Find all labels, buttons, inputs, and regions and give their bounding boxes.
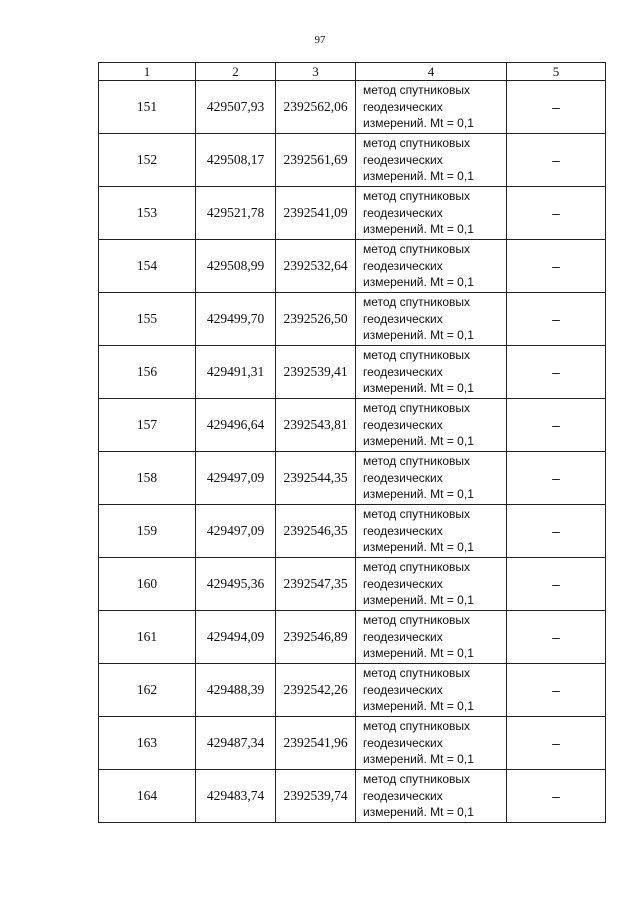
table-row (99, 452, 606, 505)
table-header-row (99, 63, 606, 81)
y-coordinate: 2392546,35 (276, 505, 356, 558)
y-coordinate: 2392547,35 (276, 558, 356, 611)
method-line-3: измерений. Mt = 0,1 (363, 752, 474, 767)
x-coordinate: 429483,74 (196, 770, 276, 823)
column-5-value: – (507, 399, 606, 452)
x-coordinate: 429494,09 (196, 611, 276, 664)
method-line-3: измерений. Mt = 0,1 (363, 805, 474, 820)
method-line-2: геодезических (363, 629, 443, 644)
point-number: 159 (99, 505, 196, 558)
method-line-3: измерений. Mt = 0,1 (363, 275, 474, 290)
method-line-2: геодезических (363, 205, 443, 220)
method-line-1: метод спутниковых (363, 348, 471, 363)
x-coordinate: 429491,31 (196, 346, 276, 399)
method-description (356, 399, 507, 452)
method-line-3: измерений. Mt = 0,1 (363, 540, 474, 555)
x-coordinate: 429508,17 (196, 134, 276, 187)
method-description (356, 770, 507, 823)
point-number: 152 (99, 134, 196, 187)
method-line-2: геодезических (363, 470, 443, 485)
y-coordinate: 2392546,89 (276, 611, 356, 664)
method-line-1: метод спутниковых (363, 242, 471, 257)
point-number: 164 (99, 770, 196, 823)
column-5-value: – (507, 240, 606, 293)
x-coordinate: 429499,70 (196, 293, 276, 346)
table-row (99, 240, 606, 293)
y-coordinate: 2392561,69 (276, 134, 356, 187)
table-row (99, 134, 606, 187)
method-line-2: геодезических (363, 152, 443, 167)
method-line-1: метод спутниковых (363, 189, 471, 204)
table-body (99, 81, 606, 823)
method-line-1: метод спутниковых (363, 507, 471, 522)
method-line-1: метод спутниковых (363, 295, 471, 310)
point-number: 162 (99, 664, 196, 717)
y-coordinate: 2392542,26 (276, 664, 356, 717)
method-description (356, 134, 507, 187)
column-5-value: – (507, 452, 606, 505)
y-coordinate: 2392544,35 (276, 452, 356, 505)
method-description (356, 81, 507, 134)
method-description (356, 293, 507, 346)
method-line-1: метод спутниковых (363, 613, 471, 628)
y-coordinate: 2392541,09 (276, 187, 356, 240)
method-line-2: геодезических (363, 311, 443, 326)
table-row (99, 81, 606, 134)
column-5-value: – (507, 134, 606, 187)
method-line-3: измерений. Mt = 0,1 (363, 328, 474, 343)
method-line-3: измерений. Mt = 0,1 (363, 434, 474, 449)
point-number: 156 (99, 346, 196, 399)
x-coordinate: 429521,78 (196, 187, 276, 240)
x-coordinate: 429495,36 (196, 558, 276, 611)
method-line-3: измерений. Mt = 0,1 (363, 699, 474, 714)
method-description (356, 187, 507, 240)
method-line-1: метод спутниковых (363, 136, 471, 151)
method-line-1: метод спутниковых (363, 560, 471, 575)
column-5-value: – (507, 81, 606, 134)
x-coordinate: 429496,64 (196, 399, 276, 452)
method-line-2: геодезических (363, 576, 443, 591)
column-5-value: – (507, 293, 606, 346)
point-number: 151 (99, 81, 196, 134)
point-number: 157 (99, 399, 196, 452)
method-description (356, 664, 507, 717)
column-5-value: – (507, 664, 606, 717)
column-5-value: – (507, 558, 606, 611)
method-line-3: измерений. Mt = 0,1 (363, 116, 474, 131)
y-coordinate: 2392526,50 (276, 293, 356, 346)
method-line-2: геодезических (363, 523, 443, 538)
method-line-2: геодезических (363, 417, 443, 432)
method-description (356, 611, 507, 664)
y-coordinate: 2392532,64 (276, 240, 356, 293)
column-5-value: – (507, 611, 606, 664)
column-header-4: 4 (356, 63, 507, 81)
point-number: 158 (99, 452, 196, 505)
method-line-1: метод спутниковых (363, 666, 471, 681)
x-coordinate: 429507,93 (196, 81, 276, 134)
table-row (99, 505, 606, 558)
y-coordinate: 2392539,41 (276, 346, 356, 399)
method-line-3: измерений. Mt = 0,1 (363, 381, 474, 396)
method-description (356, 717, 507, 770)
method-description (356, 452, 507, 505)
table-row (99, 399, 606, 452)
point-number: 160 (99, 558, 196, 611)
column-5-value: – (507, 346, 606, 399)
method-line-3: измерений. Mt = 0,1 (363, 487, 474, 502)
column-5-value: – (507, 717, 606, 770)
table-row (99, 717, 606, 770)
column-header-3: 3 (276, 63, 356, 81)
method-line-3: измерений. Mt = 0,1 (363, 222, 474, 237)
column-5-value: – (507, 187, 606, 240)
table-row (99, 770, 606, 823)
y-coordinate: 2392543,81 (276, 399, 356, 452)
method-description (356, 558, 507, 611)
method-line-3: измерений. Mt = 0,1 (363, 593, 474, 608)
point-number: 153 (99, 187, 196, 240)
column-5-value: – (507, 505, 606, 558)
method-line-1: метод спутниковых (363, 83, 471, 98)
x-coordinate: 429508,99 (196, 240, 276, 293)
y-coordinate: 2392562,06 (276, 81, 356, 134)
table-row (99, 346, 606, 399)
table-row (99, 611, 606, 664)
table-row (99, 293, 606, 346)
x-coordinate: 429488,39 (196, 664, 276, 717)
method-line-3: измерений. Mt = 0,1 (363, 646, 474, 661)
coordinates-table (98, 62, 606, 823)
column-header-1: 1 (99, 63, 196, 81)
method-line-3: измерений. Mt = 0,1 (363, 169, 474, 184)
point-number: 161 (99, 611, 196, 664)
column-header-2: 2 (196, 63, 276, 81)
method-line-2: геодезических (363, 258, 443, 273)
y-coordinate: 2392539,74 (276, 770, 356, 823)
method-line-2: геодезических (363, 788, 443, 803)
method-line-1: метод спутниковых (363, 454, 471, 469)
x-coordinate: 429497,09 (196, 505, 276, 558)
method-line-1: метод спутниковых (363, 401, 471, 416)
method-line-2: геодезических (363, 735, 443, 750)
method-line-2: геодезических (363, 364, 443, 379)
method-line-1: метод спутниковых (363, 772, 471, 787)
method-description (356, 240, 507, 293)
page-number: 97 (314, 34, 326, 46)
method-description (356, 346, 507, 399)
table-row (99, 187, 606, 240)
method-line-2: геодезических (363, 682, 443, 697)
table-row (99, 558, 606, 611)
x-coordinate: 429487,34 (196, 717, 276, 770)
y-coordinate: 2392541,96 (276, 717, 356, 770)
method-line-1: метод спутниковых (363, 719, 471, 734)
method-description (356, 505, 507, 558)
method-line-2: геодезических (363, 99, 443, 114)
point-number: 163 (99, 717, 196, 770)
table-row (99, 664, 606, 717)
column-5-value: – (507, 770, 606, 823)
column-header-5: 5 (507, 63, 606, 81)
point-number: 155 (99, 293, 196, 346)
x-coordinate: 429497,09 (196, 452, 276, 505)
point-number: 154 (99, 240, 196, 293)
